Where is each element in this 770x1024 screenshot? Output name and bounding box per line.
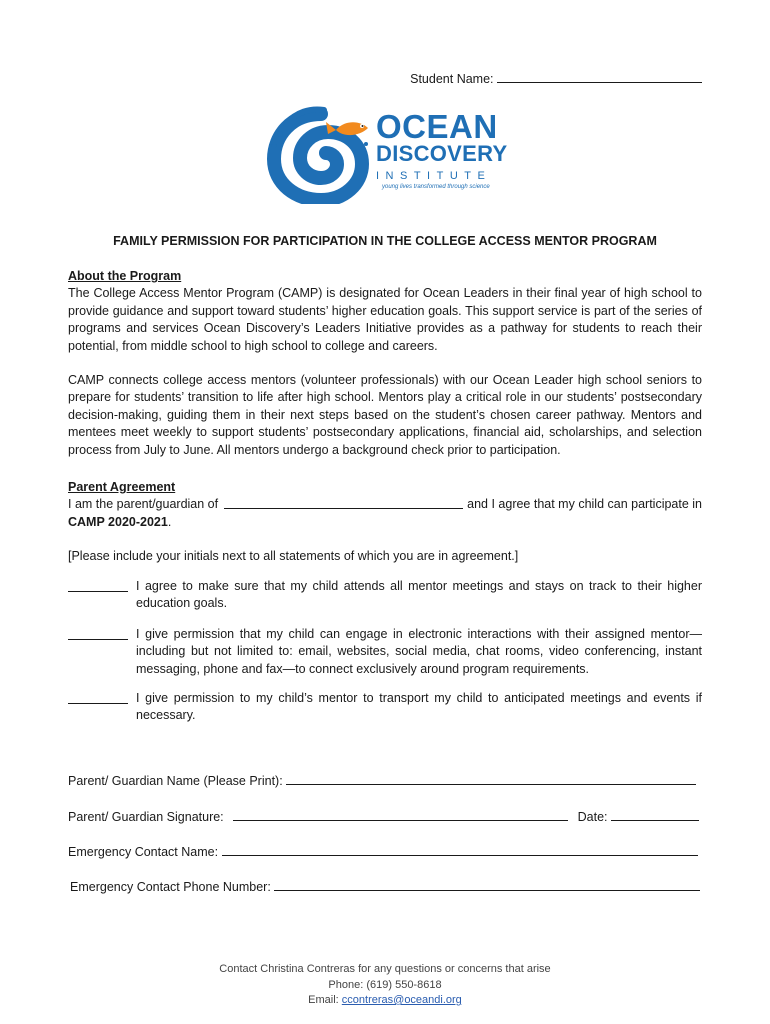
emergency-phone-field (70, 878, 700, 894)
footer-email-link[interactable]: ccontreras@oceandi.org (341, 994, 462, 1006)
guardian-signature-blank[interactable] (233, 808, 568, 821)
footer-email-line (0, 993, 770, 1009)
ocean-discovery-logo (266, 104, 506, 212)
about-paragraph-1: The College Access Mentor Program (CAMP) is designated for Ocean Leaders in their final year of high school to provide guidance and support toward students’ higher education goals. This support service is part of the series of programs and services Ocean Discovery’s Leaders Initiative provides as a pathway for students to reach their potential, from middle school to high school to college and careers. (68, 286, 702, 353)
emergency-name-field (68, 843, 698, 859)
statement-text: I give permission that my child can engage in electronic interactions with their assigned mentor—including but not limited to: email, websites, social media, chat rooms, video conferencing, instant messaging, phone and fax—to connect exclusively around program requirements. (136, 627, 702, 676)
camp-year: CAMP 2020-2021 (68, 514, 168, 529)
guardian-child-line (68, 496, 702, 513)
logo-ocean: OCEAN (376, 108, 498, 145)
logo-tagline: young lives transformed through science (382, 184, 490, 190)
emergency-phone-label: Emergency Contact Phone Number: (70, 880, 271, 894)
emergency-name-label: Emergency Contact Name: (68, 845, 219, 859)
camp-period: . (167, 514, 172, 529)
parent-agreement-section (68, 479, 702, 566)
logo-wordmark (376, 108, 508, 190)
wave-swirl-icon (266, 104, 376, 204)
initials-blank[interactable] (68, 591, 128, 592)
initials-instructions: [Please include your initials next to all statements of which you are in agreement.] (68, 549, 519, 564)
statement-2 (68, 626, 702, 678)
contact-footer (0, 962, 770, 1009)
guardian-name-label: Parent/ Guardian Name (Please Print): (68, 774, 283, 788)
agree-participate-label: and I agree that my child can participate in (467, 497, 702, 512)
guardian-name-blank[interactable] (286, 772, 696, 785)
statement-text: I agree to make sure that my child attends all mentor meetings and stays on track to their higher education goals. (136, 579, 702, 611)
logo-institute: INSTITUTE (376, 170, 492, 182)
about-section (68, 268, 702, 459)
initials-blank[interactable] (68, 639, 128, 640)
student-name-label: Student Name: (410, 72, 494, 86)
child-name-blank[interactable] (224, 496, 463, 509)
date-blank[interactable] (611, 808, 699, 821)
footer-contact-line: Contact Christina Contreras for any questions or concerns that arise (219, 963, 551, 975)
guardian-of-label: I am the parent/guardian of (68, 497, 219, 512)
student-name-blank[interactable] (497, 70, 702, 83)
guardian-name-field (68, 772, 696, 788)
about-paragraph-2: CAMP connects college access mentors (volunteer professionals) with our Ocean Leader high school seniors to prepare for students’ transition to life after high school. Mentors play a critical role in our students’ postsecondary decision-making, guiding them in their next steps based on the student’s chosen career pathway. Mentors and mentees meet weekly to support students’ postsecondary applications, financial aid, scholarships, and selection process from July to June. All mentors undergo a background check prior to participation. (68, 373, 702, 457)
about-heading: About the Program (68, 269, 182, 283)
emergency-phone-blank[interactable] (274, 878, 700, 891)
footer-email-label: Email: (308, 994, 339, 1006)
agreement-heading: Parent Agreement (68, 480, 176, 494)
student-name-field (410, 70, 702, 86)
footer-phone: Phone: (619) 550-8618 (328, 978, 442, 991)
logo-discovery: DISCOVERY (376, 141, 508, 166)
statement-3 (68, 690, 702, 725)
statement-text: I give permission to my child’s mentor to transport my child to anticipated meetings and events if necessary. (136, 691, 702, 723)
emergency-name-blank[interactable] (222, 843, 698, 856)
guardian-signature-label: Parent/ Guardian Signature: (68, 810, 224, 824)
initials-blank[interactable] (68, 703, 128, 704)
guardian-signature-field (68, 808, 699, 824)
date-label: Date: (577, 810, 608, 824)
document-title: FAMILY PERMISSION FOR PARTICIPATION IN THE COLLEGE ACCESS MENTOR PROGRAM (113, 234, 657, 248)
statement-1 (68, 578, 702, 613)
